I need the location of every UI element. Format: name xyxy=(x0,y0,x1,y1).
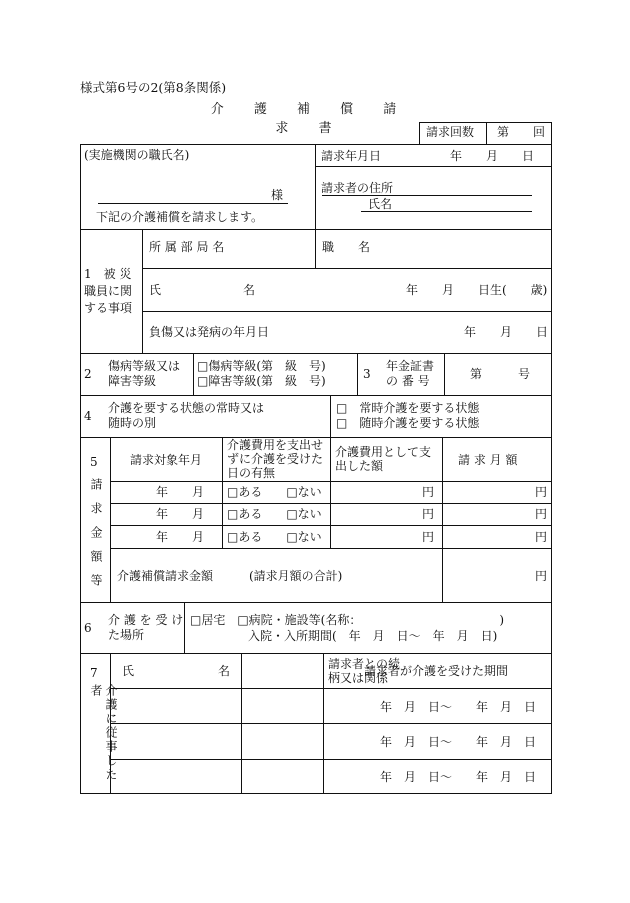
form-code: 様式第6号の2(第8条関係) xyxy=(80,80,227,95)
row2-claim-unit: 円 xyxy=(535,507,548,521)
claim-count-label: 請求回数 xyxy=(426,125,475,139)
victim-name-label: 氏 xyxy=(149,283,162,297)
row3-month[interactable]: 年 月 xyxy=(156,530,205,544)
row3-claim-unit: 円 xyxy=(535,530,548,544)
row1-month[interactable]: 年 月 xyxy=(156,485,205,499)
claim-date-label: 請求年月日 xyxy=(321,149,382,163)
section7-vertical-label: 介護に従事した者 xyxy=(89,684,118,782)
victim-name-label-2: 名 xyxy=(243,283,256,297)
section4-number: 4 xyxy=(84,409,92,423)
pension-number-field[interactable]: 第 号 xyxy=(470,367,531,381)
care-place-options[interactable]: □居宅 □病院・施設等(名称： ) xyxy=(190,613,505,627)
claim-form xyxy=(80,122,552,794)
row1-spent-unit: 円 xyxy=(422,485,435,499)
section3-number: 3 xyxy=(363,367,371,381)
row2-spent-unit: 円 xyxy=(422,507,435,521)
honorific: 様 xyxy=(271,188,284,202)
header-care-expense: 介護費用として支 出した額 xyxy=(335,445,432,473)
section5-vertical-label: 請求金額等 xyxy=(89,478,103,598)
injury-date-label: 負傷又は発病の年月日 xyxy=(149,325,270,339)
document-title: 介 護 補 償 請 求 書 xyxy=(210,102,410,136)
row1-claim-unit: 円 xyxy=(535,485,548,499)
header-target-month: 請求対象年月 xyxy=(130,453,203,467)
total-claim-unit: 円 xyxy=(535,569,548,583)
care-state-options[interactable]: □ 常時介護を要する状態 □ 随時介護を要する状態 xyxy=(336,401,480,430)
claimant-name-label: 氏名 xyxy=(368,197,393,211)
birth-date-field[interactable]: 年 月 日生( 歳) xyxy=(406,283,548,297)
row2-month[interactable]: 年 月 xyxy=(156,507,205,521)
section6-number: 6 xyxy=(84,621,92,635)
section4-label: 介護を要する状態の常時又は 随時の別 xyxy=(108,401,265,430)
injury-date-field[interactable]: 年 月 日 xyxy=(464,325,549,339)
claim-statement: 下記の介護補償を請求します。 xyxy=(96,210,264,224)
admission-period-field[interactable]: 入院・入所期間( 年 月 日〜 年 月 日) xyxy=(248,629,498,643)
department-label: 所 属 部 局 名 xyxy=(149,240,225,254)
caregiver3-period[interactable]: 年 月 日〜 年 月 日 xyxy=(380,770,537,784)
section7-number: 7 xyxy=(90,666,98,680)
section2-label: 傷病等級又は 障害等級 xyxy=(108,359,181,388)
caregiver1-period[interactable]: 年 月 日〜 年 月 日 xyxy=(380,700,537,714)
row3-spent-unit: 円 xyxy=(422,530,435,544)
section5-number: 5 xyxy=(90,455,98,469)
caregiver2-period[interactable]: 年 月 日〜 年 月 日 xyxy=(380,735,537,749)
section2-number: 2 xyxy=(84,367,92,381)
header-claim-amount: 請 求 月 額 xyxy=(458,453,518,467)
section3-label: 年金証書 の 番 号 xyxy=(386,359,435,388)
claim-count-field[interactable]: 第 回 xyxy=(497,125,546,139)
row2-received-check[interactable]: □ある □ない xyxy=(227,507,322,521)
care-period-header: 請求者が介護を受けた期間 xyxy=(364,664,509,678)
section6-label: 介 護 を 受 け た場所 xyxy=(108,613,184,642)
total-claim-label: 介護補償請求金額 (請求月額の合計) xyxy=(117,569,343,583)
section1-label: 1 被 災 職員に関 する事項 xyxy=(84,267,133,315)
claim-date-field[interactable]: 年 月 日 xyxy=(450,149,535,163)
institution-label: (実施機関の職氏名) xyxy=(84,148,190,162)
caregiver-name-header-2: 名 xyxy=(218,664,231,678)
header-care-without-expense: 介護費用を支出せ ずに介護を受けた 日の有無 xyxy=(227,438,324,480)
row1-received-check[interactable]: □ある □ない xyxy=(227,485,322,499)
grade-options[interactable]: □傷病等級(第 級 号) □障害等級(第 級 号) xyxy=(197,359,326,388)
relation-header: 請求者との続 柄又は関係 xyxy=(328,657,401,685)
caregiver-name-header: 氏 xyxy=(122,664,135,678)
claimant-address-label: 請求者の住所 xyxy=(321,181,394,195)
row3-received-check[interactable]: □ある □ない xyxy=(227,530,322,544)
position-label: 職 名 xyxy=(322,240,371,254)
